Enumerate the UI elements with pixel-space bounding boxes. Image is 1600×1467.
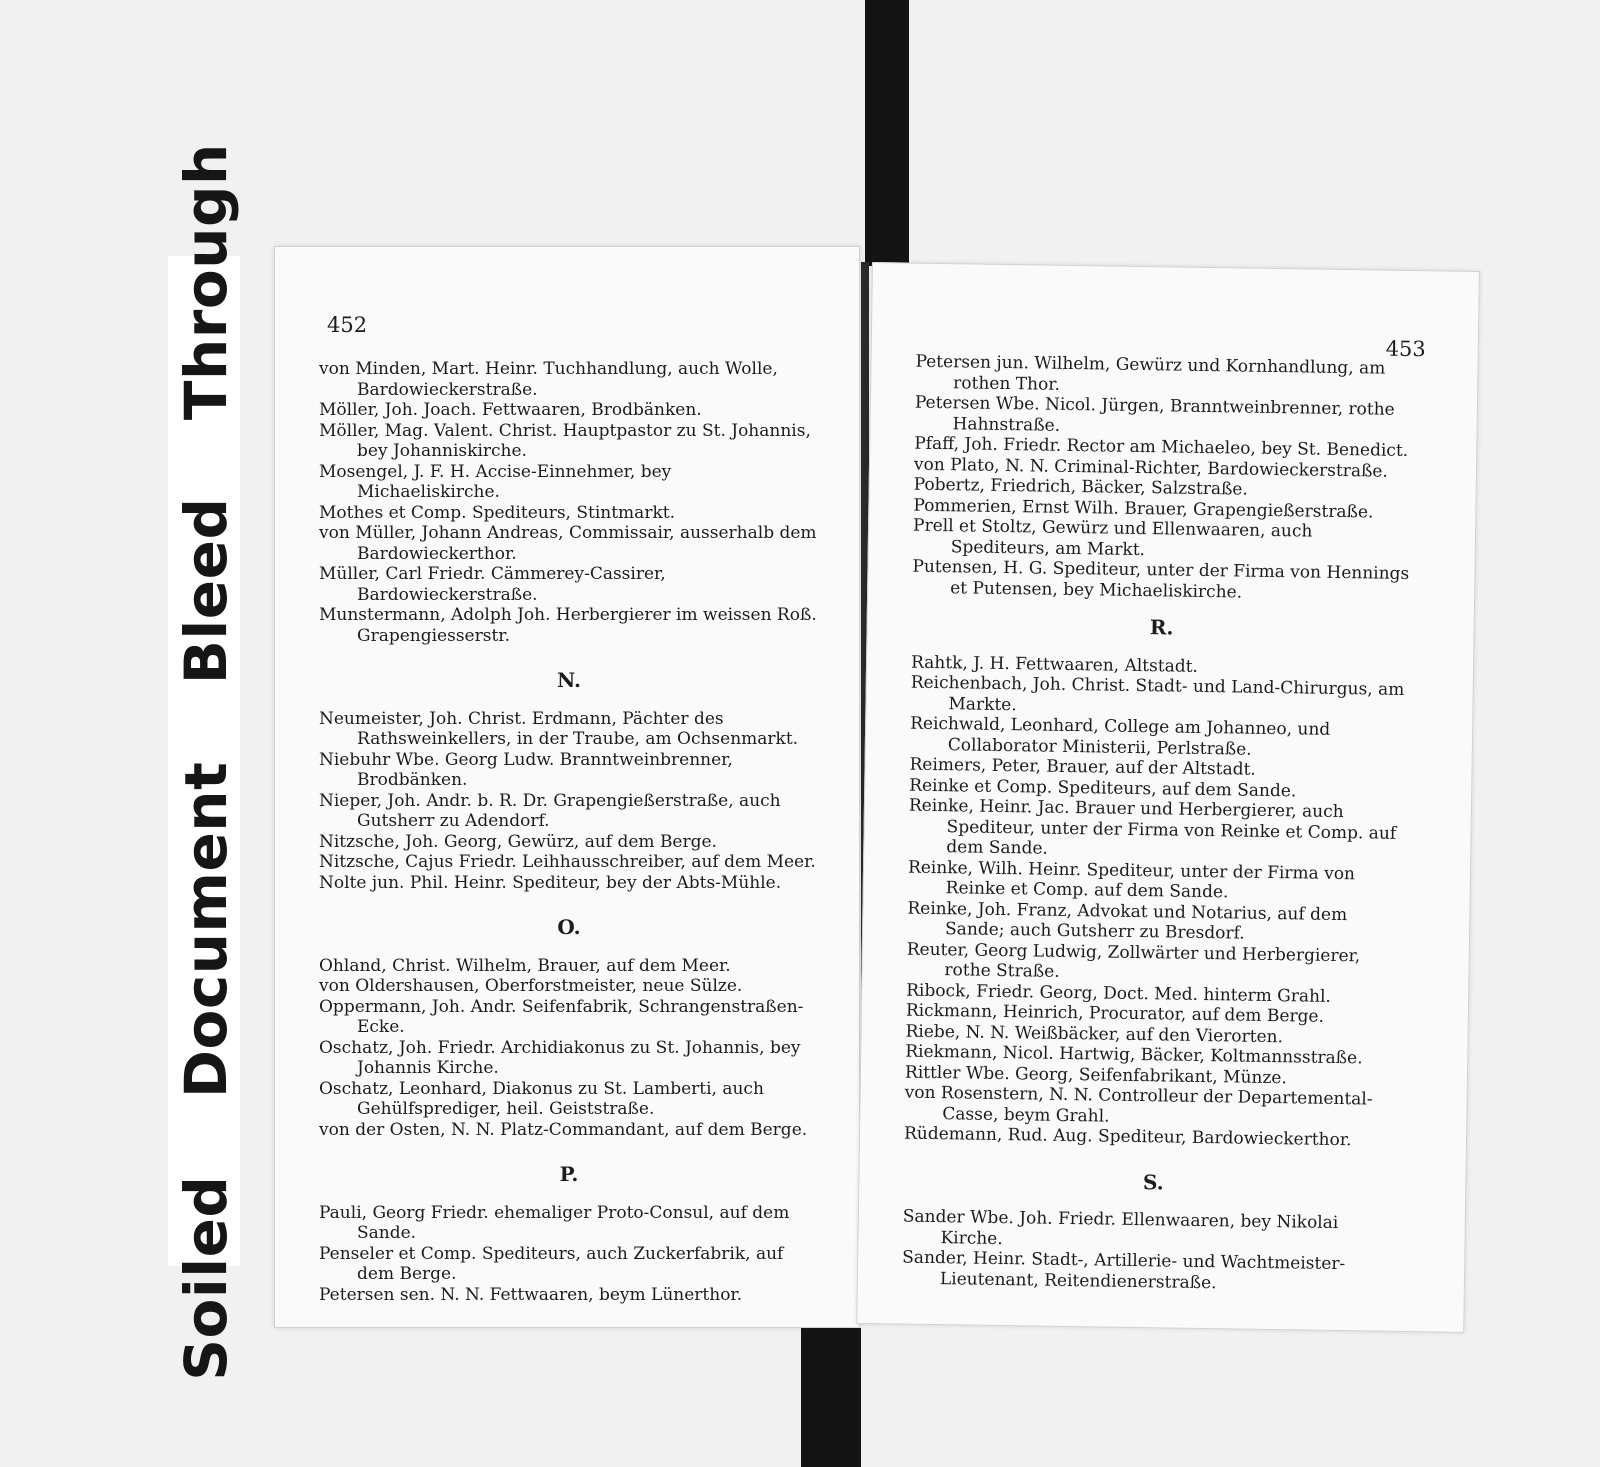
directory-entry: Möller, Mag. Valent. Christ. Hauptpastor zu St. Johannis, bey Johanniskirche.	[319, 420, 811, 461]
directory-entry: Sander, Heinr. Stadt-, Artillerie- und Wachtmeister-Lieutenant, Reitendienerstraße.	[902, 1247, 1346, 1293]
directory-entry: Nitzsche, Joh. Georg, Gewürz, auf dem Berge.	[319, 831, 717, 852]
directory-entry: Mosengel, J. F. H. Accise-Einnehmer, bey Michaeliskirche.	[319, 461, 672, 502]
directory-entry: Reinke, Joh. Franz, Advokat und Notarius, auf dem Sande; auch Gutsherr zu Bresdorf.	[907, 898, 1348, 944]
directory-entry: Pommerien, Ernst Wilh. Brauer, Grapengießerstraße.	[913, 495, 1374, 522]
directory-entry: Nieper, Joh. Andr. b. R. Dr. Grapengießerstraße, auch Gutsherr zu Adendorf.	[319, 790, 781, 831]
directory-entry: Oppermann, Joh. Andr. Seifenfabrik, Schrangenstraßen-Ecke.	[319, 996, 804, 1037]
directory-entry: Petersen jun. Wilhelm, Gewürz und Kornhandlung, am rothen Thor.	[915, 351, 1386, 395]
directory-entry: Niebuhr Wbe. Georg Ludw. Branntweinbrenner, Brodbänken.	[319, 749, 733, 790]
stamp-label	[172, 143, 240, 1381]
directory-entry: von Plato, N. N. Criminal-Richter, Bardowieckerstraße.	[913, 454, 1389, 482]
directory-entry: von Oldershausen, Oberforstmeister, neue Sülze.	[319, 976, 743, 996]
stamp-word: Document	[172, 761, 240, 1099]
section-letter: N.	[557, 668, 581, 692]
directory-entry: von Rosenstern, N. N. Controlleur der Departemental-Casse, beym Grahl.	[904, 1082, 1373, 1127]
directory-entry: Rüdemann, Rud. Aug. Spediteur, Bardowieckerthor.	[903, 1123, 1352, 1151]
directory-entry: Riebe, N. N. Weißbäcker, auf den Vierorten.	[905, 1021, 1284, 1047]
directory-entry: Pobertz, Friedrich, Bäcker, Salzstraße.	[913, 474, 1249, 500]
section-letter: O.	[557, 915, 581, 939]
directory-entry: Prell et Stoltz, Gewürz und Ellenwaaren, auch Spediteurs, am Markt.	[912, 515, 1313, 560]
directory-entry: Mothes et Comp. Spediteurs, Stintmarkt.	[319, 502, 675, 523]
directory-entry: Nitzsche, Cajus Friedr. Leihhausschreiber, auf dem Meer.	[319, 852, 816, 872]
directory-entry: Neumeister, Joh. Christ. Erdmann, Pächter des Rathsweinkellers, in der Traube, am Ochsenmarkt.	[319, 708, 799, 749]
directory-entry: Munstermann, Adolph Joh. Herbergierer im weissen Roß. Grapengiesserstr.	[319, 605, 817, 646]
directory-entry: Reinke, Wilh. Heinr. Spediteur, unter der Firma von Reinke et Comp. auf dem Sande.	[907, 857, 1356, 903]
page-number: 452	[327, 313, 368, 337]
directory-entry: Rahtk, J. H. Fettwaaren, Altstadt.	[910, 652, 1199, 677]
page-number: 453	[1385, 336, 1426, 362]
directory-entry: Riekmann, Nicol. Hartwig, Bäcker, Koltmannsstraße.	[905, 1041, 1363, 1069]
directory-entry: Reichwald, Leonhard, College am Johanneo, und Collaborator Ministerii, Perlstraße.	[910, 713, 1331, 760]
directory-entry: Möller, Joh. Joach. Fettwaaren, Brodbänken.	[319, 400, 702, 420]
directory-entry: Reinke, Heinr. Jac. Brauer und Herbergierer, auch Spediteur, unter der Firma von Reinke et Comp. auf dem Sande.	[908, 795, 1397, 859]
directory-entry: von der Osten, N. N. Platz-Commandant, auf dem Berge.	[319, 1119, 808, 1140]
directory-entry: Reimers, Peter, Brauer, auf der Altstadt.	[909, 754, 1256, 780]
left-page	[274, 246, 860, 1328]
directory-entry: Pauli, Georg Friedr. ehemaliger Proto-Consul, auf dem Sande.	[319, 1202, 790, 1243]
directory-entry: Rickmann, Heinrich, Procurator, auf dem Berge.	[905, 1000, 1325, 1027]
directory-entry: Pfaff, Joh. Friedr. Rector am Michaeleo, bey St. Benedict.	[914, 433, 1409, 461]
binding-tape-bottom	[801, 1328, 861, 1467]
directory-entry: Rittler Wbe. Georg, Seifenfabrikant, Münze.	[904, 1062, 1288, 1088]
right-page	[856, 262, 1480, 1333]
directory-entry: Petersen sen. N. N. Fettwaaren, beym Lünerthor.	[319, 1284, 743, 1305]
directory-column	[319, 359, 819, 1305]
directory-entry: Reuter, Georg Ludwig, Zollwärter und Herbergierer, rothe Straße.	[906, 939, 1361, 982]
directory-entry: Sander Wbe. Joh. Friedr. Ellenwaaren, bey Nikolai Kirche.	[902, 1206, 1339, 1249]
directory-entry: Ribock, Friedr. Georg, Doct. Med. hinterm Grahl.	[906, 980, 1332, 1007]
stamp-word: Bleed	[172, 497, 240, 685]
section-letter: S.	[1142, 1169, 1164, 1194]
directory-entry: Oschatz, Joh. Friedr. Archidiakonus zu St. Johannis, bey Johannis Kirche.	[319, 1037, 801, 1078]
directory-entry: Putensen, H. G. Spediteur, unter der Firma von Hennings et Putensen, bey Michaeliskirche.	[912, 556, 1410, 603]
directory-column	[902, 352, 1416, 1296]
section-letter: R.	[1149, 615, 1174, 640]
directory-entry: von Müller, Johann Andreas, Commissair, ausserhalb dem Bardowieckerthor.	[319, 523, 817, 564]
directory-entry: Petersen Wbe. Nicol. Jürgen, Branntweinbrenner, rothe Hahnstraße.	[914, 392, 1395, 436]
directory-entry: Müller, Carl Friedr. Cämmerey-Cassirer, Bardowieckerstraße.	[319, 564, 666, 605]
directory-entry: Nolte jun. Phil. Heinr. Spediteur, bey der Abts-Mühle.	[319, 872, 782, 893]
stamp-word: Through	[172, 143, 240, 421]
directory-entry: von Minden, Mart. Heinr. Tuchhandlung, auch Wolle, Bardowieckerstraße.	[319, 359, 778, 400]
directory-entry: Oschatz, Leonhard, Diakonus zu St. Lamberti, auch Gehülfsprediger, heil. Geiststraße.	[319, 1078, 764, 1119]
directory-entry: Ohland, Christ. Wilhelm, Brauer, auf dem Meer.	[319, 955, 731, 976]
directory-entry: Penseler et Comp. Spediteurs, auch Zuckerfabrik, auf dem Berge.	[319, 1243, 784, 1284]
stamp-word: Soiled	[172, 1175, 240, 1381]
binding-tape-top	[865, 0, 909, 266]
directory-entry: Reichenbach, Joh. Christ. Stadt- und Land-Chirurgus, am Markte.	[910, 672, 1405, 715]
section-letter: P.	[559, 1162, 579, 1186]
directory-entry: Reinke et Comp. Spediteurs, auf dem Sande.	[909, 775, 1297, 801]
